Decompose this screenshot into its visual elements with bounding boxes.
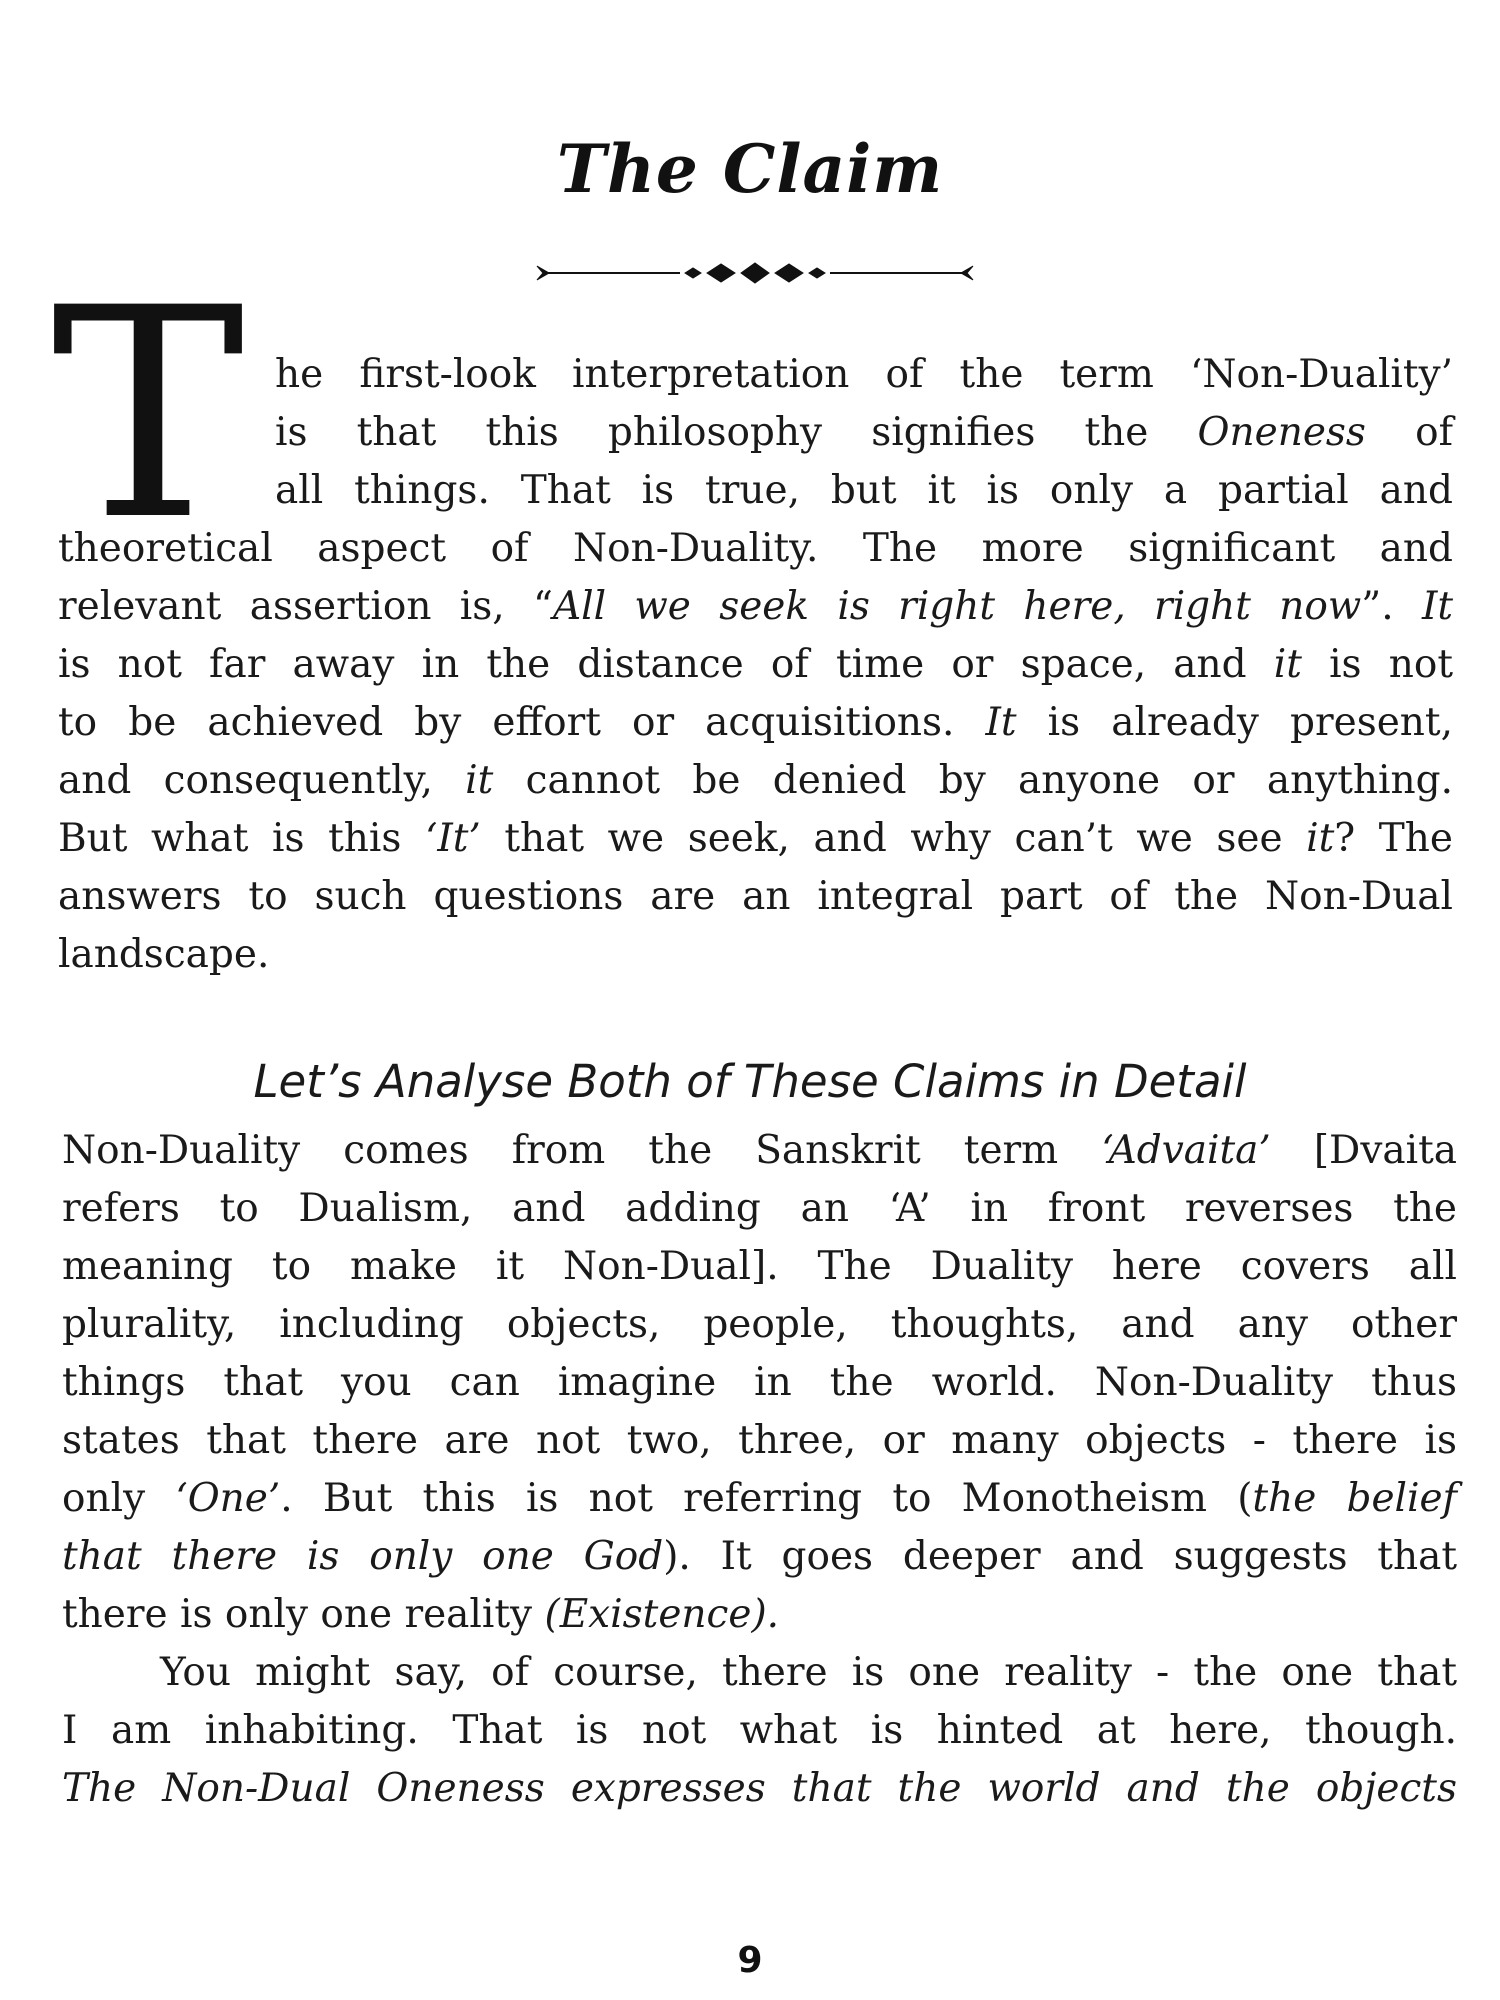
- section-para-line: I am inhabiting. That is not what is hinted at here, though.: [62, 1708, 1457, 1753]
- section-para-line: that there is only one God). It goes deeper and suggests that: [62, 1534, 1457, 1579]
- chapter-para-line: landscape.: [58, 932, 270, 977]
- page-number: 9: [737, 1940, 763, 1981]
- section-para-line: things that you can imagine in the world. Non-Duality thus: [62, 1360, 1457, 1405]
- chapter-title: The Claim: [556, 130, 944, 208]
- chapter-para-line: is that this philosophy signifies the Oneness of: [275, 410, 1454, 455]
- section-para-line: The Non-Dual Oneness expresses that the world and the objects: [62, 1766, 1457, 1811]
- chapter-para-line: he first-look interpretation of the term ‘Non-Duality’: [275, 352, 1453, 397]
- section-para-line: only ‘One’. But this is not referring to Monotheism (the belief: [62, 1476, 1457, 1521]
- chapter-para-line: theoretical aspect of Non-Duality. The more significant and: [58, 526, 1453, 571]
- section-heading: Let’s Analyse Both of These Claims in Detail: [253, 1055, 1247, 1108]
- section-para-line: You might say, of course, there is one reality - the one that: [160, 1650, 1457, 1695]
- chapter-para-line: relevant assertion is, “All we seek is right here, right now”. It: [58, 584, 1454, 629]
- section-para-line: Non-Duality comes from the Sanskrit term ‘Advaita’ [Dvaita: [62, 1128, 1457, 1173]
- chapter-para-line: all things. That is true, but it is only a partial and: [275, 468, 1453, 513]
- chapter-para-line: But what is this ‘It’ that we seek, and why can’t we see it? The: [58, 816, 1453, 861]
- section-para-line: plurality, including objects, people, thoughts, and any other: [62, 1302, 1457, 1347]
- section-para-line: states that there are not two, three, or many objects - there is: [62, 1418, 1457, 1463]
- section-para-line: meaning to make it Non-Dual]. The Duality here covers all: [62, 1244, 1457, 1289]
- chapter-para-line: to be achieved by effort or acquisitions. It is already present,: [58, 700, 1453, 745]
- chapter-para-line: and consequently, it cannot be denied by anyone or anything.: [58, 758, 1453, 803]
- section-para-line: refers to Dualism, and adding an ‘A’ in front reverses the: [62, 1186, 1457, 1231]
- chapter-para-line: is not far away in the distance of time or space, and it is not: [58, 642, 1453, 687]
- section-para-line: there is only one reality (Existence).: [62, 1592, 780, 1637]
- title-ornament-divider: [535, 258, 975, 288]
- drop-cap-letter: [48, 300, 248, 540]
- drop-cap-text: T: [51, 300, 245, 540]
- chapter-para-line: answers to such questions are an integral part of the Non-Dual: [58, 874, 1453, 919]
